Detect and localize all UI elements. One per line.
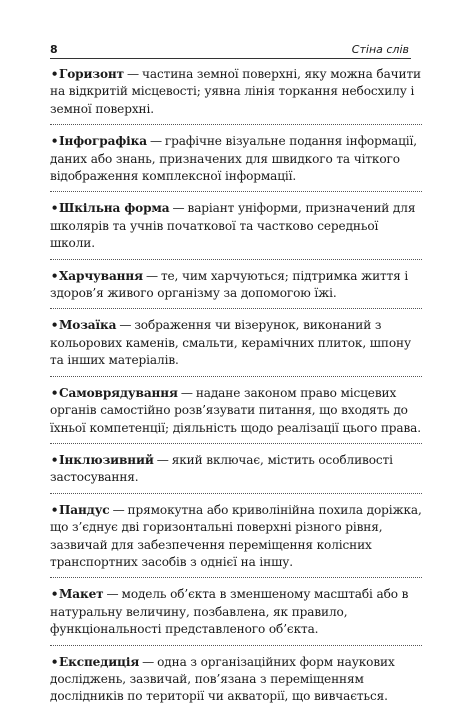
glossary-term: Макет bbox=[59, 587, 104, 602]
glossary-term: Інклюзивний bbox=[59, 452, 154, 467]
glossary-term: Харчування bbox=[59, 268, 143, 283]
glossary-term: Горизонт bbox=[59, 67, 125, 81]
glossary-definition: те, чим харчуються; підтримка життя і здоров’я живого організму за допомогою їжі. bbox=[50, 268, 409, 301]
bullet-dot-icon: • bbox=[50, 502, 59, 517]
glossary-entry bbox=[50, 124, 422, 191]
bullet-dot-icon: • bbox=[50, 318, 59, 333]
glossary-term: Мозаїка bbox=[59, 318, 117, 333]
em-dash-separator: — bbox=[119, 318, 132, 333]
glossary-term: Самоврядування bbox=[59, 385, 178, 400]
glossary-entry bbox=[50, 493, 422, 578]
glossary-list bbox=[50, 58, 422, 712]
glossary-definition: зображення чи візерунок, виконаний з кольорових каменів, смальти, керамічних плиток, шпону та інших матеріалів. bbox=[50, 318, 411, 368]
glossary-definition: прямокутна або криволінійна похила доріжка, що з’єднує дві горизонтальні поверхні різного рівня, зазвичай для забезпечення переміщення колісних транспортних засобів з однієї на іншу. bbox=[50, 502, 422, 569]
bullet-dot-icon: • bbox=[50, 134, 59, 149]
page-number: 8 bbox=[50, 43, 58, 56]
em-dash-separator: — bbox=[145, 268, 158, 283]
bullet-dot-icon: • bbox=[50, 67, 59, 81]
glossary-definition: модель об’єкта в зменшеному масштабі або в натуральну величину, позбавлена, як правило, функціональності представленого об’єкта. bbox=[50, 587, 409, 637]
glossary-entry bbox=[50, 645, 422, 712]
em-dash-separator: — bbox=[127, 67, 139, 81]
running-title: Стіна слів bbox=[351, 43, 409, 56]
bullet-dot-icon: • bbox=[50, 452, 59, 467]
glossary-definition: варіант уніформи, призначений для школярів та учнів початкової та частково середньої школи. bbox=[50, 201, 416, 251]
bullet-dot-icon: • bbox=[50, 654, 59, 669]
bullet-dot-icon: • bbox=[50, 268, 59, 283]
glossary-entry bbox=[50, 191, 422, 258]
glossary-definition: який включає, містить особливості застосування. bbox=[50, 452, 393, 485]
em-dash-separator: — bbox=[106, 587, 119, 602]
glossary-entry bbox=[50, 58, 422, 124]
glossary-entry bbox=[50, 259, 422, 309]
glossary-definition: частина земної поверхні, яку можна бачити на відкритій місцевості; уявна лінія торкання небосхилу і земної поверхні. bbox=[50, 67, 421, 116]
glossary-entry bbox=[50, 443, 422, 493]
glossary-term: Шкільна форма bbox=[59, 201, 170, 216]
glossary-term: Експедиція bbox=[59, 654, 140, 669]
bullet-dot-icon: • bbox=[50, 201, 59, 216]
glossary-definition: графічне візуальне подання інформації, даних або знань, призначених для швидкого та чіткого відображення комплексної інформації. bbox=[50, 134, 417, 184]
glossary-term: Інфографіка bbox=[59, 134, 147, 149]
bullet-dot-icon: • bbox=[50, 385, 59, 400]
glossary-term: Пандус bbox=[59, 502, 110, 517]
em-dash-separator: — bbox=[180, 385, 193, 400]
em-dash-separator: — bbox=[112, 502, 125, 517]
glossary-entry bbox=[50, 376, 422, 443]
em-dash-separator: — bbox=[156, 452, 169, 467]
em-dash-separator: — bbox=[142, 654, 155, 669]
em-dash-separator: — bbox=[149, 134, 162, 149]
bullet-dot-icon: • bbox=[50, 587, 59, 602]
glossary-entry bbox=[50, 577, 422, 644]
em-dash-separator: — bbox=[172, 201, 185, 216]
glossary-definition: одна з організаційних форм наукових досліджень, зазвичай, пов’язана з переміщенням дослідників по території чи акваторії, що вивчається. bbox=[50, 654, 395, 704]
glossary-definition: надане законом право місцевих органів самостійно розв’язувати питання, що входять до їхньої компетенції; діяльність щодо реалізації цього права. bbox=[50, 385, 421, 435]
glossary-entry bbox=[50, 308, 422, 375]
